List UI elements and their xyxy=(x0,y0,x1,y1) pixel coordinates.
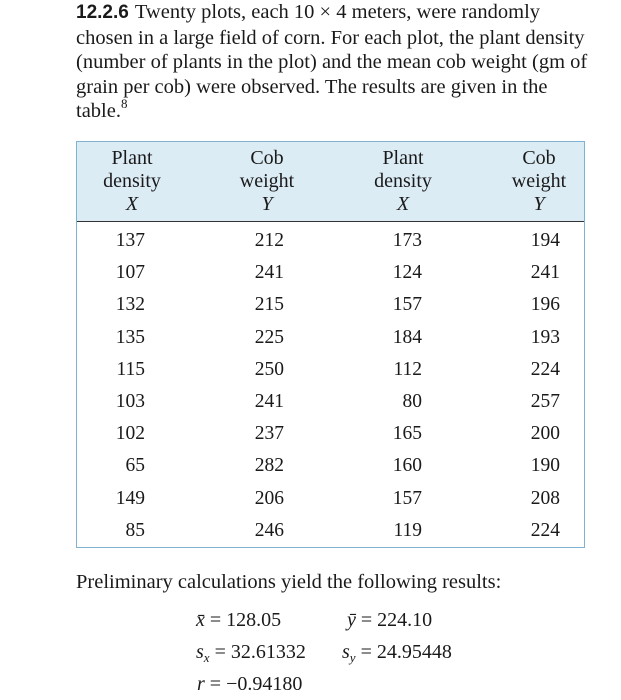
column-cob-weight-2 xyxy=(522,225,560,547)
table-cell: 165 xyxy=(392,423,422,445)
table-cell: 200 xyxy=(530,423,560,445)
sy-subscript: y xyxy=(349,650,356,665)
header-variable: Y xyxy=(261,193,273,215)
preliminary-intro: Preliminary calculations yield the following results: xyxy=(76,571,502,593)
table-cell: 208 xyxy=(530,487,560,509)
column-plant-density-2 xyxy=(384,225,422,547)
header-line1: Cob xyxy=(522,147,556,169)
table-cell: 241 xyxy=(254,390,284,412)
table-cell: 206 xyxy=(254,487,284,509)
header-line2: density xyxy=(374,170,432,192)
header-line1: Plant xyxy=(111,147,153,169)
table-cell: 194 xyxy=(530,230,560,251)
sy-value: = 24.95448 xyxy=(360,641,452,663)
header-line1: Plant xyxy=(382,147,424,169)
table-cell: 282 xyxy=(254,455,284,477)
header-line2: weight xyxy=(239,170,295,192)
stat-sx xyxy=(196,641,306,666)
stat-r xyxy=(197,673,302,696)
table-cell: 107 xyxy=(115,262,145,284)
column-plant-density-1 xyxy=(107,225,145,547)
xbar-symbol: x̄ xyxy=(196,609,205,631)
problem-text: Twenty plots, each 10 × 4 meters, were randomly chosen in a large field of corn. For each plot, the plant density (number of plants in the plot) and the mean cob weight (gm of grain per cob) were observed. The results are given in the table. xyxy=(76,1,588,122)
table-cell: 149 xyxy=(115,487,145,509)
table-cell: 212 xyxy=(254,230,284,251)
footnote-marker: 8 xyxy=(120,96,128,111)
table-cell: 137 xyxy=(115,230,145,251)
table-cell: 257 xyxy=(530,390,560,412)
table-cell: 112 xyxy=(393,358,422,380)
table-cell: 157 xyxy=(392,294,422,316)
header-line2: density xyxy=(103,170,161,192)
table-cell: 173 xyxy=(392,230,422,251)
xbar-value: = 128.05 xyxy=(209,609,282,631)
ybar-value: = 224.10 xyxy=(360,609,433,631)
table-cell: 119 xyxy=(393,519,422,541)
header-cob-weight-2 xyxy=(484,147,594,216)
table-cell: 246 xyxy=(254,519,284,541)
table-cell: 103 xyxy=(115,390,145,412)
table-cell: 85 xyxy=(125,519,145,541)
table-cell: 115 xyxy=(116,358,145,380)
data-table xyxy=(76,141,585,548)
table-cell: 160 xyxy=(392,455,422,477)
sx-value: = 32.61332 xyxy=(214,641,306,663)
header-plant-density-1 xyxy=(77,147,187,216)
sx-symbol: s xyxy=(196,641,204,663)
column-cob-weight-1 xyxy=(246,225,284,547)
table-cell: 135 xyxy=(115,326,145,348)
table-cell: 196 xyxy=(530,294,560,316)
table-cell: 184 xyxy=(392,326,422,348)
r-value: = −0.94180 xyxy=(209,673,303,695)
header-plant-density-2 xyxy=(348,147,458,216)
stat-ybar xyxy=(347,609,432,632)
problem-statement xyxy=(76,0,596,124)
table-cell: 237 xyxy=(254,423,284,445)
table-cell: 102 xyxy=(115,423,145,445)
header-variable: Y xyxy=(533,193,545,215)
table-cell: 124 xyxy=(392,262,422,284)
table-cell: 65 xyxy=(125,455,145,477)
table-cell: 224 xyxy=(530,358,560,380)
table-cell: 225 xyxy=(254,326,284,348)
problem-number: 12.2.6 xyxy=(76,2,129,23)
table-cell: 215 xyxy=(254,294,284,316)
table-cell: 224 xyxy=(530,519,560,541)
header-line1: Cob xyxy=(250,147,284,169)
table-cell: 250 xyxy=(254,358,284,380)
header-variable: X xyxy=(396,193,410,215)
table-header xyxy=(77,142,584,222)
table-cell: 80 xyxy=(402,390,422,412)
sx-subscript: x xyxy=(203,650,210,665)
stat-sy xyxy=(342,641,452,666)
table-cell: 132 xyxy=(115,294,145,316)
stat-xbar xyxy=(196,609,281,632)
table-cell: 190 xyxy=(530,455,560,477)
header-line2: weight xyxy=(511,170,567,192)
table-cell: 193 xyxy=(530,326,560,348)
r-symbol: r xyxy=(197,673,205,695)
sy-symbol: s xyxy=(342,641,350,663)
ybar-symbol: ȳ xyxy=(347,609,356,631)
table-cell: 241 xyxy=(530,262,560,284)
header-variable: X xyxy=(125,193,139,215)
table-cell: 241 xyxy=(254,262,284,284)
header-cob-weight-1 xyxy=(212,147,322,216)
table-cell: 157 xyxy=(392,487,422,509)
